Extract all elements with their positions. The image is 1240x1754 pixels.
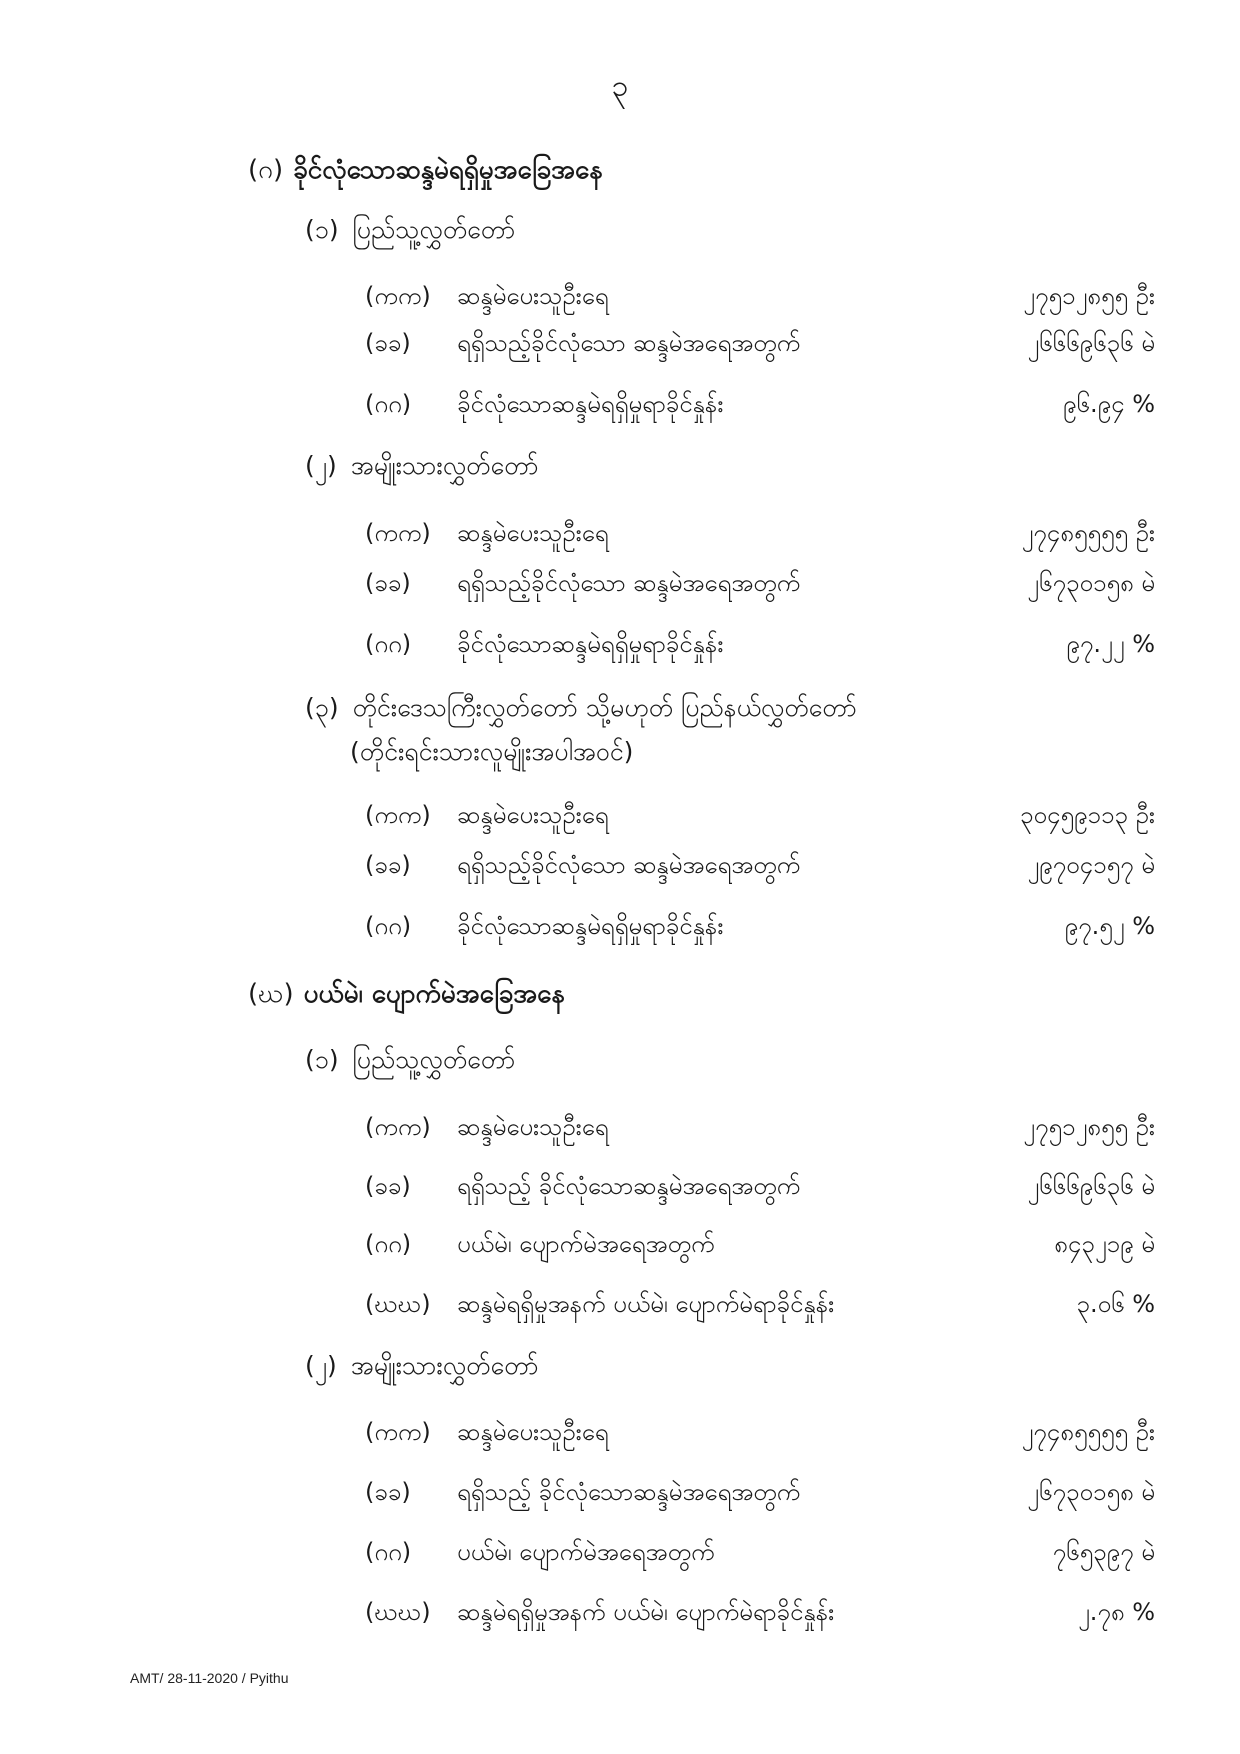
item-marker: (ဃဃ) [365,1290,431,1318]
item-value: ၃၀၄၅၉၁၁၃ ဦး [1019,801,1155,829]
section-heading-invalid-votes [248,976,565,1015]
item-value: ၂၇၄၈၅၅၅၅ ဦး [1021,519,1155,547]
subsection-title: ပြည်သူ့လွှတ်တော် [352,215,516,244]
item-label: ဆန္ဒမဲပေးသူဦးရေ [457,801,609,829]
subsection-title: အမျိုးသားလွှတ်တော် [350,1351,539,1380]
subsection-marker: (၂) [305,1351,337,1380]
list-item [365,1286,1155,1322]
list-item [365,847,1155,883]
item-marker: (ဂဂ) [365,912,412,940]
list-item [365,1474,1155,1510]
item-label: ခိုင်လုံသောဆန္ဒမဲရရှိမှုရာခိုင်နှုန်း [457,630,724,658]
subsection-marker: (၁) [305,215,339,244]
subsection-heading-amyotha [305,1350,539,1387]
section-title: ပယ်မဲ၊ ပျောက်မဲအခြေအနေ [303,979,565,1009]
list-item [365,1594,1155,1630]
subsection-heading-pyithu [305,214,515,251]
item-value: ၇၆၅၃၉၇ မဲ [1052,1538,1155,1566]
item-label: ရရှိသည့်ခိုင်လုံသော ဆန္ဒမဲအရေအတွက် [457,569,801,597]
list-item [365,797,1155,833]
item-label: ရရှိသည့် ခိုင်လုံသောဆန္ဒမဲအရေအတွက် [457,1478,801,1506]
item-marker: (ဂဂ) [365,1538,412,1566]
item-label: ဆန္ဒမဲပေးသူဦးရေ [457,519,609,547]
subsection-marker: (၁) [305,1045,339,1074]
subsection-marker: (၂) [305,451,337,480]
subsection-heading-amyotha [305,450,539,487]
item-value: ၉၇.၂၂ % [1066,630,1155,658]
item-marker: (ခခ) [365,851,411,879]
subsection-heading-pyithu [305,1044,515,1081]
item-value: ၂၆၆၆၉၆၃၆ မဲ [1027,1172,1155,1200]
item-label: ရရှိသည့်ခိုင်လုံသော ဆန္ဒမဲအရေအတွက် [457,329,801,357]
item-marker: (ဂဂ) [365,630,412,658]
page-number: ၃ [611,69,629,104]
section-marker: (ဃ) [248,979,294,1009]
list-item [365,908,1155,944]
subsection-heading-region-state [305,692,857,729]
item-label: ပယ်မဲ၊ ပျောက်မဲအရေအတွက် [457,1538,715,1566]
item-label: ဆန္ဒမဲပေးသူဦးရေ [457,1113,609,1141]
item-marker: (ခခ) [365,569,411,597]
list-item [365,1414,1155,1450]
item-label: ရရှိသည့် ခိုင်လုံသောဆန္ဒမဲအရေအတွက် [457,1172,801,1200]
item-value: ၂၆၇၃၀၁၅၈ မဲ [1027,1478,1155,1506]
item-marker: (ခခ) [365,1172,411,1200]
list-item [365,386,1155,422]
item-value: ၂.၇၈ % [1077,1598,1155,1626]
item-value: ၉၇.၅၂ % [1064,912,1155,940]
item-value: ၂၆၇၃၀၁၅၈ မဲ [1027,569,1155,597]
item-value: ၂၇၅၁၂၈၅၅ ဦး [1023,282,1155,310]
list-item [365,1109,1155,1145]
item-marker: (ကက) [365,282,431,310]
item-marker: (ဂဂ) [365,1230,412,1258]
item-label: ဆန္ဒမဲရရှိမှုအနက် ပယ်မဲ၊ ပျောက်မဲရာခိုင်နှုန်း [457,1290,835,1318]
subsection-note: (တိုင်းရင်းသားလူမျိုးအပါအဝင်) [350,737,634,766]
section-marker: (ဂ) [248,155,284,185]
list-item [365,1226,1155,1262]
list-item [365,515,1155,551]
subsection-marker: (၃) [305,693,339,722]
item-label: ဆန္ဒမဲပေးသူဦးရေ [457,282,609,310]
item-value: ၂၆၆၆၉၆၃၆ မဲ [1027,329,1155,357]
document-footer: AMT/ 28-11-2020 / Pyithu [130,1670,289,1686]
item-value: ၉၆.၉၄ % [1062,390,1155,418]
item-marker: (ခခ) [365,329,411,357]
list-item [365,1168,1155,1204]
item-label: ပယ်မဲ၊ ပျောက်မဲအရေအတွက် [457,1230,715,1258]
section-title: ခိုင်လုံသောဆန္ဒမဲရရှိမှုအခြေအနေ [293,155,603,185]
item-marker: (ကက) [365,1418,431,1446]
list-item [365,325,1155,361]
item-marker: (ဂဂ) [365,390,412,418]
list-item [365,565,1155,601]
item-value: ၈၄၃၂၁၉ မဲ [1054,1230,1155,1258]
item-label: ရရှိသည့်ခိုင်လုံသော ဆန္ဒမဲအရေအတွက် [457,851,801,879]
subsection-title: တိုင်းဒေသကြီးလွှတ်တော် သို့မဟုတ် ပြည်နယ်လွှတ်တော် [352,693,857,722]
item-marker: (ကက) [365,519,431,547]
item-label: ဆန္ဒမဲရရှိမှုအနက် ပယ်မဲ၊ ပျောက်မဲရာခိုင်နှုန်း [457,1598,835,1626]
list-item [365,1534,1155,1570]
list-item [365,626,1155,662]
item-label: ခိုင်လုံသောဆန္ဒမဲရရှိမှုရာခိုင်နှုန်း [457,390,724,418]
list-item [365,278,1155,314]
subsection-title: ပြည်သူ့လွှတ်တော် [352,1045,516,1074]
item-value: ၂၇၄၈၅၅၅၅ ဦး [1021,1418,1155,1446]
item-marker: (ဃဃ) [365,1598,431,1626]
item-value: ၂၇၅၁၂၈၅၅ ဦး [1023,1113,1155,1141]
item-value: ၃.၀၆ % [1076,1290,1155,1318]
item-value: ၂၉၇၀၄၁၅၇ မဲ [1027,851,1155,879]
item-label: ဆန္ဒမဲပေးသူဦးရေ [457,1418,609,1446]
section-heading-valid-votes [248,152,603,191]
subsection-title: အမျိုးသားလွှတ်တော် [350,451,539,480]
item-marker: (ခခ) [365,1478,411,1506]
item-label: ခိုင်လုံသောဆန္ဒမဲရရှိမှုရာခိုင်နှုန်း [457,912,724,940]
item-marker: (ကက) [365,801,431,829]
item-marker: (ကက) [365,1113,431,1141]
